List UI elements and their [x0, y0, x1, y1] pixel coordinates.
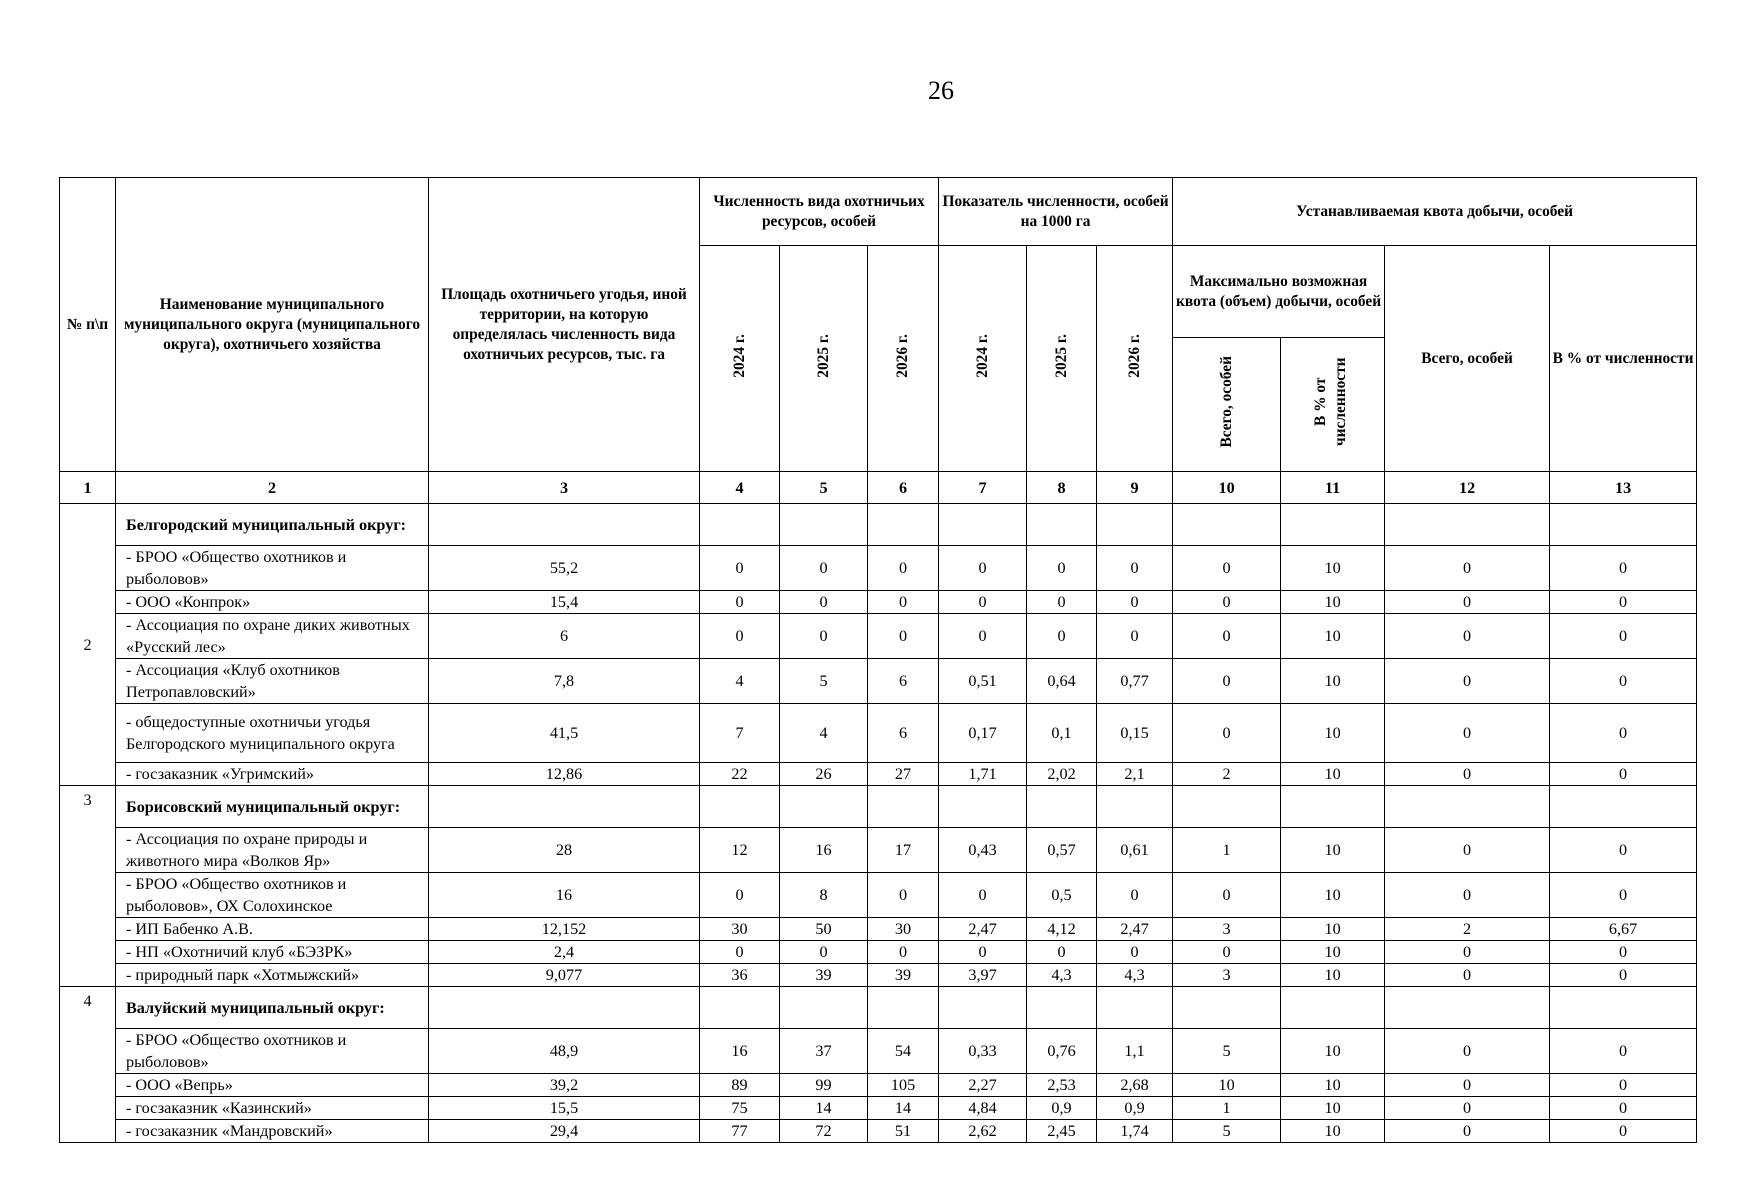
value-cell: 10 [1281, 828, 1385, 873]
value-cell: 0 [939, 941, 1027, 964]
value-cell: 0 [1385, 1029, 1550, 1074]
table-row [60, 1097, 1697, 1120]
value-cell: 1,74 [1097, 1120, 1173, 1143]
column-number-row [60, 472, 1697, 504]
column-number: 12 [1385, 472, 1550, 504]
value-cell: 6 [868, 704, 939, 763]
value-cell: 0 [1385, 591, 1550, 614]
value-cell: 77 [700, 1120, 780, 1143]
value-cell: 0 [1550, 1097, 1697, 1120]
value-cell: 12,86 [429, 763, 700, 786]
value-cell: 0 [780, 941, 868, 964]
hunting-ground-name: - НП «Охотничий клуб «БЭЗРК» [116, 941, 429, 964]
value-cell: 0 [1027, 614, 1097, 659]
value-cell: 55,2 [429, 546, 700, 591]
empty-cell [780, 786, 868, 828]
value-cell: 10 [1281, 1074, 1385, 1097]
value-cell: 26 [780, 763, 868, 786]
header-max-total: Всего, особей [1173, 338, 1281, 472]
value-cell: 2,47 [939, 918, 1027, 941]
value-cell: 0,9 [1097, 1097, 1173, 1120]
region-title: Белгородский муниципальный округ: [116, 504, 429, 546]
header-pop-2025: 2025 г. [780, 246, 868, 472]
empty-cell [1385, 786, 1550, 828]
table-row [60, 1074, 1697, 1097]
column-number: 11 [1281, 472, 1385, 504]
header-density-2025: 2025 г. [1027, 246, 1097, 472]
header-quota: Устанавливаемая квота добычи, особей [1173, 178, 1697, 246]
value-cell: 30 [700, 918, 780, 941]
region-title-row [60, 987, 1697, 1029]
column-number: 3 [429, 472, 700, 504]
value-cell: 0 [1173, 941, 1281, 964]
table-row [60, 1120, 1697, 1143]
hunting-ground-name: - ООО «Вепрь» [116, 1074, 429, 1097]
column-number: 7 [939, 472, 1027, 504]
value-cell: 0 [1385, 1120, 1550, 1143]
value-cell: 3 [1173, 964, 1281, 987]
empty-cell [700, 987, 780, 1029]
hunting-ground-name: - БРОО «Общество охотников и рыболовов» [116, 546, 429, 591]
table-row [60, 964, 1697, 987]
empty-cell [1385, 504, 1550, 546]
value-cell: 10 [1281, 1029, 1385, 1074]
value-cell: 0 [1385, 1097, 1550, 1120]
value-cell: 2,53 [1027, 1074, 1097, 1097]
region-title-row [60, 786, 1697, 828]
empty-cell [429, 987, 700, 1029]
value-cell: 7,8 [429, 659, 700, 704]
empty-cell [780, 987, 868, 1029]
value-cell: 10 [1281, 659, 1385, 704]
value-cell: 10 [1281, 763, 1385, 786]
empty-cell [1550, 987, 1697, 1029]
header-area: Площадь охотничьего угодья, иной территории, на которую определялась численность вида охотничьих ресурсов, тыс. га [429, 178, 700, 472]
value-cell: 36 [700, 964, 780, 987]
value-cell: 0 [1550, 941, 1697, 964]
value-cell: 10 [1281, 941, 1385, 964]
table-row [60, 1029, 1697, 1074]
empty-cell [1027, 786, 1097, 828]
value-cell: 0 [868, 941, 939, 964]
value-cell: 0 [868, 873, 939, 918]
value-cell: 39 [780, 964, 868, 987]
value-cell: 0 [1173, 591, 1281, 614]
page-number: 26 [928, 76, 954, 105]
region-title: Валуйский муниципальный округ: [116, 987, 429, 1029]
value-cell: 6 [868, 659, 939, 704]
value-cell: 41,5 [429, 704, 700, 763]
value-cell: 39 [868, 964, 939, 987]
header-total: Всего, особей [1385, 246, 1550, 472]
value-cell: 10 [1281, 704, 1385, 763]
value-cell: 39,2 [429, 1074, 700, 1097]
value-cell: 89 [700, 1074, 780, 1097]
header-population: Численность вида охотничьих ресурсов, особей [700, 178, 939, 246]
header-density-2026: 2026 г. [1097, 246, 1173, 472]
empty-cell [1173, 504, 1281, 546]
value-cell: 10 [1281, 546, 1385, 591]
value-cell: 0,57 [1027, 828, 1097, 873]
empty-cell [1281, 504, 1385, 546]
table-row [60, 614, 1697, 659]
value-cell: 0 [1385, 659, 1550, 704]
header-density-2024: 2024 г. [939, 246, 1027, 472]
value-cell: 48,9 [429, 1029, 700, 1074]
hunting-ground-name: - госзаказник «Мандровский» [116, 1120, 429, 1143]
value-cell: 22 [700, 763, 780, 786]
value-cell: 0,77 [1097, 659, 1173, 704]
hunting-ground-name: - Ассоциация по охране диких животных «Русский лес» [116, 614, 429, 659]
table-row [60, 546, 1697, 591]
value-cell: 0,61 [1097, 828, 1173, 873]
column-number: 4 [700, 472, 780, 504]
hunting-ground-name: - госзаказник «Казинский» [116, 1097, 429, 1120]
value-cell: 51 [868, 1120, 939, 1143]
value-cell: 14 [868, 1097, 939, 1120]
value-cell: 0 [1173, 614, 1281, 659]
value-cell: 1,71 [939, 763, 1027, 786]
hunting-ground-name: - БРОО «Общество охотников и рыболовов» [116, 1029, 429, 1074]
value-cell: 2,62 [939, 1120, 1027, 1143]
value-cell: 0,17 [939, 704, 1027, 763]
empty-cell [1550, 786, 1697, 828]
value-cell: 2,68 [1097, 1074, 1173, 1097]
value-cell: 10 [1281, 1097, 1385, 1120]
hunting-ground-name: - госзаказник «Угримский» [116, 763, 429, 786]
value-cell: 0 [939, 873, 1027, 918]
table-body [60, 472, 1697, 1143]
header-number: № п\п [60, 178, 116, 472]
value-cell: 0 [1027, 591, 1097, 614]
value-cell: 5 [1173, 1120, 1281, 1143]
value-cell: 0,1 [1027, 704, 1097, 763]
value-cell: 3 [1173, 918, 1281, 941]
hunting-ground-name: - общедоступные охотничьи угодья Белгородского муниципального округа [116, 704, 429, 763]
value-cell: 105 [868, 1074, 939, 1097]
value-cell: 16 [700, 1029, 780, 1074]
hunting-ground-name: - ИП Бабенко А.В. [116, 918, 429, 941]
value-cell: 10 [1281, 918, 1385, 941]
hunting-ground-name: - Ассоциация «Клуб охотников Петропавловский» [116, 659, 429, 704]
value-cell: 0 [780, 546, 868, 591]
column-number: 2 [116, 472, 429, 504]
value-cell: 4,12 [1027, 918, 1097, 941]
column-number: 5 [780, 472, 868, 504]
value-cell: 4 [700, 659, 780, 704]
empty-cell [1027, 987, 1097, 1029]
value-cell: 0 [1550, 614, 1697, 659]
table-row [60, 763, 1697, 786]
value-cell: 0 [868, 591, 939, 614]
value-cell: 0 [1385, 873, 1550, 918]
value-cell: 0 [700, 873, 780, 918]
value-cell: 1 [1173, 1097, 1281, 1120]
value-cell: 4,84 [939, 1097, 1027, 1120]
empty-cell [1281, 987, 1385, 1029]
value-cell: 0 [1385, 614, 1550, 659]
value-cell: 0 [1550, 1074, 1697, 1097]
value-cell: 37 [780, 1029, 868, 1074]
value-cell: 7 [700, 704, 780, 763]
value-cell: 0 [1550, 659, 1697, 704]
column-number: 9 [1097, 472, 1173, 504]
value-cell: 0 [1385, 964, 1550, 987]
value-cell: 1 [1173, 828, 1281, 873]
value-cell: 0 [700, 941, 780, 964]
column-number: 8 [1027, 472, 1097, 504]
header-max-percent: В % от численности [1281, 338, 1385, 472]
value-cell: 12 [700, 828, 780, 873]
header-max-quota: Максимально возможная квота (объем) добычи, особей [1173, 246, 1385, 338]
hunting-quota-table [59, 177, 1697, 1143]
value-cell: 0 [1173, 659, 1281, 704]
table-row [60, 704, 1697, 763]
empty-cell [1097, 987, 1173, 1029]
value-cell: 0 [1385, 941, 1550, 964]
hunting-ground-name: - природный парк «Хотмыжский» [116, 964, 429, 987]
value-cell: 28 [429, 828, 700, 873]
empty-cell [868, 987, 939, 1029]
value-cell: 0,5 [1027, 873, 1097, 918]
empty-cell [429, 504, 700, 546]
empty-cell [939, 786, 1027, 828]
table-row [60, 828, 1697, 873]
value-cell: 0 [1550, 704, 1697, 763]
empty-cell [939, 987, 1027, 1029]
column-number: 13 [1550, 472, 1697, 504]
value-cell: 0 [1550, 1029, 1697, 1074]
value-cell: 0,33 [939, 1029, 1027, 1074]
value-cell: 2,27 [939, 1074, 1027, 1097]
value-cell: 99 [780, 1074, 868, 1097]
value-cell: 2,4 [429, 941, 700, 964]
value-cell: 16 [429, 873, 700, 918]
value-cell: 0 [1097, 873, 1173, 918]
region-number: 4 [60, 987, 116, 1143]
header-percent: В % от численности [1550, 246, 1697, 472]
empty-cell [1097, 786, 1173, 828]
value-cell: 0 [1550, 763, 1697, 786]
value-cell: 0 [1550, 873, 1697, 918]
value-cell: 10 [1281, 591, 1385, 614]
value-cell: 0 [1173, 873, 1281, 918]
value-cell: 10 [1281, 964, 1385, 987]
value-cell: 10 [1281, 873, 1385, 918]
hunting-ground-name: - Ассоциация по охране природы и животного мира «Волков Яр» [116, 828, 429, 873]
value-cell: 0 [939, 546, 1027, 591]
value-cell: 10 [1281, 1120, 1385, 1143]
value-cell: 4,3 [1097, 964, 1173, 987]
value-cell: 2,47 [1097, 918, 1173, 941]
region-number: 3 [60, 786, 116, 987]
value-cell: 0,51 [939, 659, 1027, 704]
table-row [60, 918, 1697, 941]
header-density: Показатель численности, особей на 1000 га [939, 178, 1173, 246]
value-cell: 0 [1385, 763, 1550, 786]
value-cell: 2 [1385, 918, 1550, 941]
value-cell: 0 [700, 591, 780, 614]
column-number: 1 [60, 472, 116, 504]
empty-cell [1173, 786, 1281, 828]
region-title-row [60, 504, 1697, 546]
value-cell: 0 [700, 546, 780, 591]
empty-cell [1385, 987, 1550, 1029]
value-cell: 2 [1173, 763, 1281, 786]
value-cell: 54 [868, 1029, 939, 1074]
value-cell: 5 [780, 659, 868, 704]
value-cell: 0 [1097, 591, 1173, 614]
value-cell: 5 [1173, 1029, 1281, 1074]
column-number: 10 [1173, 472, 1281, 504]
value-cell: 0,9 [1027, 1097, 1097, 1120]
empty-cell [868, 504, 939, 546]
value-cell: 0 [1550, 828, 1697, 873]
value-cell: 0 [1173, 704, 1281, 763]
value-cell: 0 [1550, 964, 1697, 987]
value-cell: 10 [1281, 614, 1385, 659]
hunting-ground-name: - БРОО «Общество охотников и рыболовов», ОХ Солохинское [116, 873, 429, 918]
value-cell: 2,02 [1027, 763, 1097, 786]
value-cell: 50 [780, 918, 868, 941]
value-cell: 29,4 [429, 1120, 700, 1143]
empty-cell [1550, 504, 1697, 546]
value-cell: 4 [780, 704, 868, 763]
value-cell: 2,45 [1027, 1120, 1097, 1143]
region-title: Борисовский муниципальный округ: [116, 786, 429, 828]
table-row [60, 941, 1697, 964]
value-cell: 6,67 [1550, 918, 1697, 941]
value-cell: 0 [780, 614, 868, 659]
empty-cell [1027, 504, 1097, 546]
empty-cell [1281, 786, 1385, 828]
value-cell: 0 [1097, 546, 1173, 591]
value-cell: 0 [1027, 546, 1097, 591]
value-cell: 0,64 [1027, 659, 1097, 704]
value-cell: 10 [1173, 1074, 1281, 1097]
table-row [60, 873, 1697, 918]
value-cell: 72 [780, 1120, 868, 1143]
value-cell: 0,15 [1097, 704, 1173, 763]
value-cell: 0 [868, 614, 939, 659]
value-cell: 6 [429, 614, 700, 659]
value-cell: 16 [780, 828, 868, 873]
value-cell: 4,3 [1027, 964, 1097, 987]
empty-cell [700, 504, 780, 546]
value-cell: 3,97 [939, 964, 1027, 987]
value-cell: 0 [700, 614, 780, 659]
value-cell: 0 [939, 614, 1027, 659]
empty-cell [1097, 504, 1173, 546]
value-cell: 0 [1550, 546, 1697, 591]
empty-cell [429, 786, 700, 828]
empty-cell [700, 786, 780, 828]
value-cell: 0 [1550, 1120, 1697, 1143]
value-cell: 0 [1550, 591, 1697, 614]
value-cell: 0 [1385, 828, 1550, 873]
value-cell: 0 [939, 591, 1027, 614]
region-number: 2 [60, 504, 116, 786]
value-cell: 75 [700, 1097, 780, 1120]
empty-cell [1173, 987, 1281, 1029]
value-cell: 27 [868, 763, 939, 786]
value-cell: 0 [780, 591, 868, 614]
value-cell: 15,5 [429, 1097, 700, 1120]
header-name: Наименование муниципального муниципального округа (муниципального округа), охотничьего хозяйства [116, 178, 429, 472]
table-row [60, 659, 1697, 704]
value-cell: 30 [868, 918, 939, 941]
header-pop-2024: 2024 г. [700, 246, 780, 472]
value-cell: 0 [1385, 704, 1550, 763]
empty-cell [868, 786, 939, 828]
value-cell: 0 [1173, 546, 1281, 591]
hunting-ground-name: - ООО «Конпрок» [116, 591, 429, 614]
value-cell: 0 [1385, 546, 1550, 591]
value-cell: 0 [1097, 941, 1173, 964]
value-cell: 0 [1385, 1074, 1550, 1097]
value-cell: 17 [868, 828, 939, 873]
header-pop-2026: 2026 г. [868, 246, 939, 472]
value-cell: 0,43 [939, 828, 1027, 873]
value-cell: 0 [1097, 614, 1173, 659]
value-cell: 12,152 [429, 918, 700, 941]
value-cell: 14 [780, 1097, 868, 1120]
empty-cell [939, 504, 1027, 546]
value-cell: 2,1 [1097, 763, 1173, 786]
value-cell: 15,4 [429, 591, 700, 614]
column-number: 6 [868, 472, 939, 504]
value-cell: 0 [1027, 941, 1097, 964]
value-cell: 8 [780, 873, 868, 918]
value-cell: 0 [868, 546, 939, 591]
value-cell: 9,077 [429, 964, 700, 987]
value-cell: 1,1 [1097, 1029, 1173, 1074]
empty-cell [780, 504, 868, 546]
table-row [60, 591, 1697, 614]
value-cell: 0,76 [1027, 1029, 1097, 1074]
